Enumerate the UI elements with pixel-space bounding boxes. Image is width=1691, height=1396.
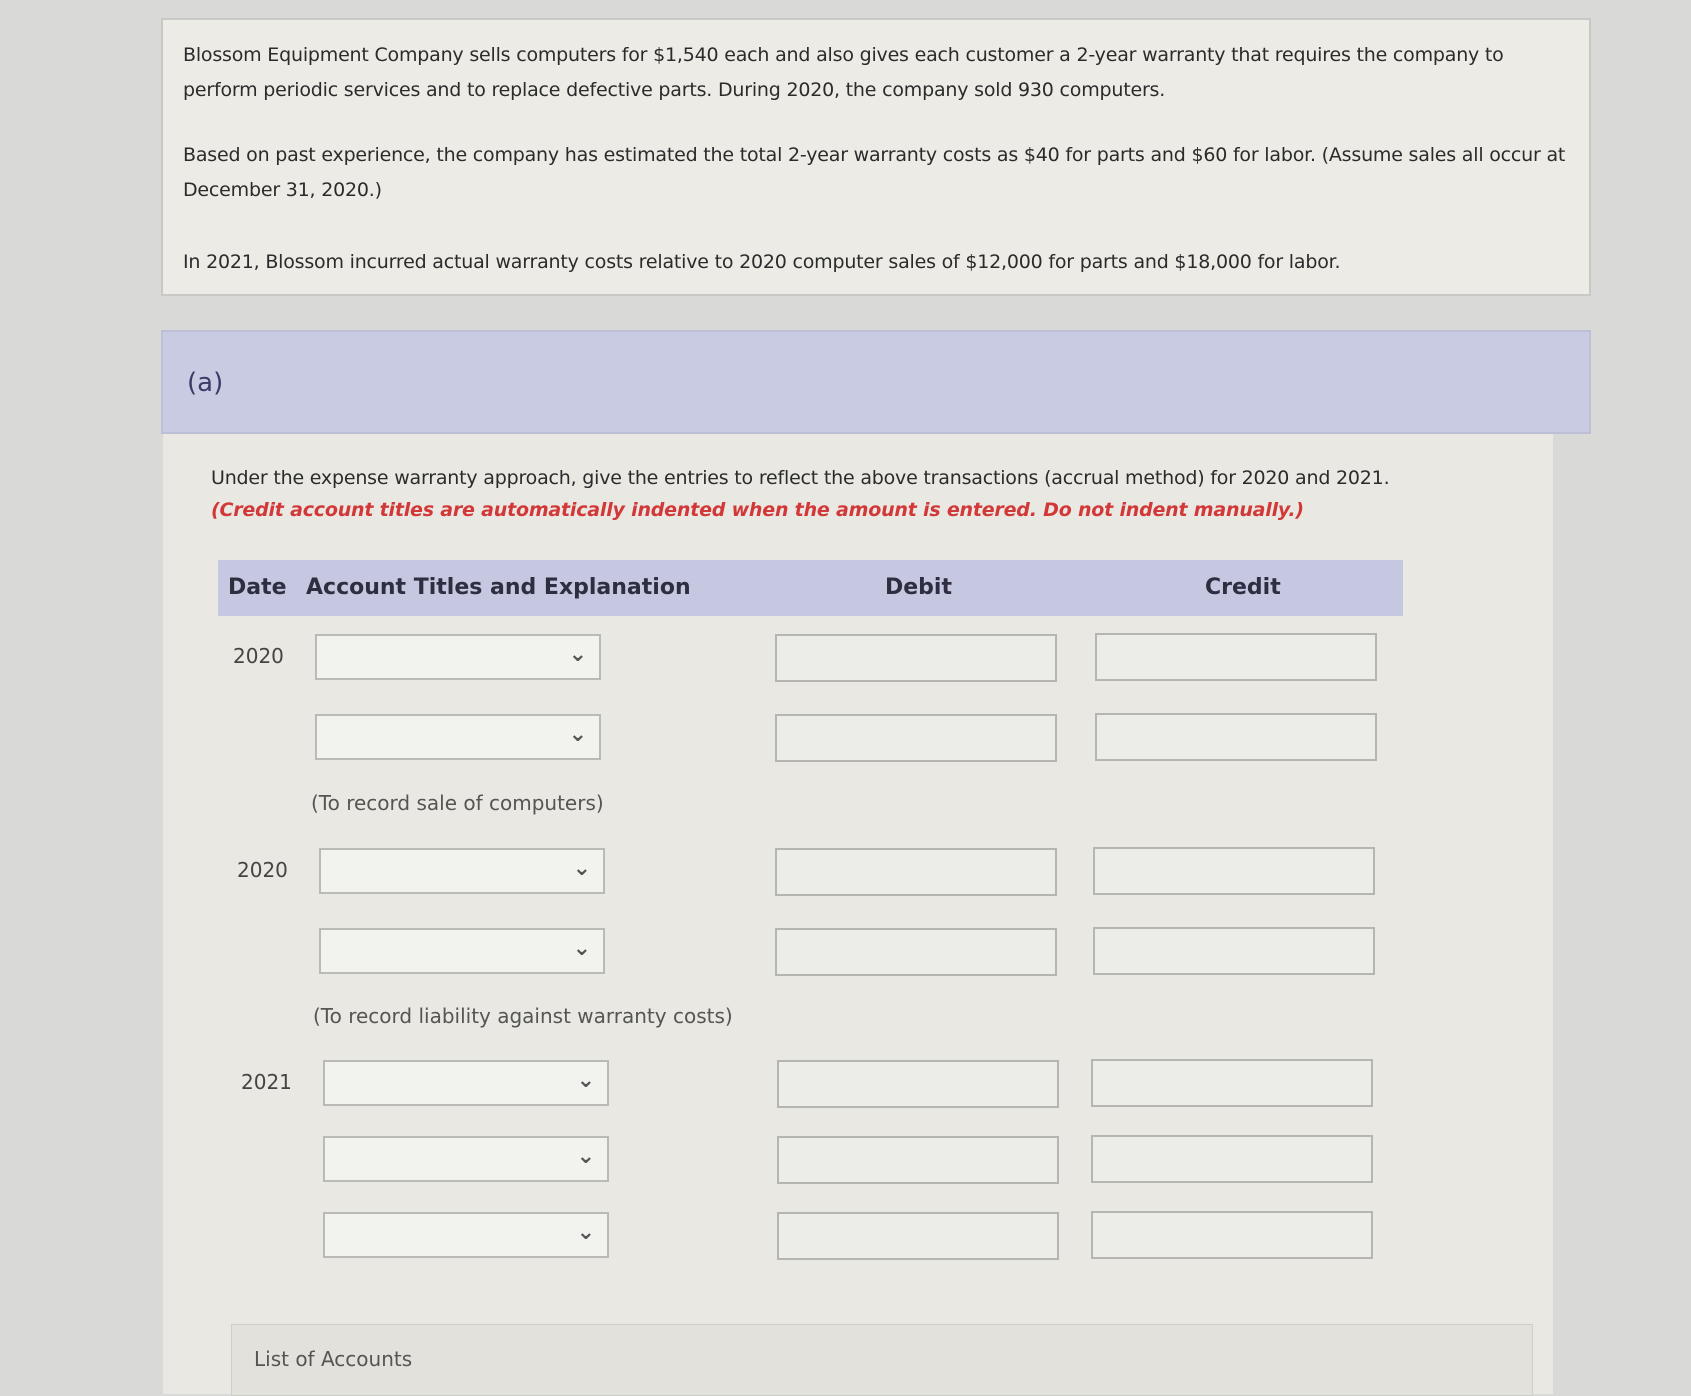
credit-input[interactable] — [1091, 1211, 1373, 1259]
part-body — [163, 434, 1553, 1394]
debit-input[interactable] — [775, 848, 1057, 896]
journal-table-header — [218, 560, 1403, 616]
debit-input[interactable] — [775, 928, 1057, 976]
list-of-accounts-link[interactable] — [231, 1324, 1533, 1396]
chevron-down-icon: ⌄ — [568, 722, 587, 747]
problem-paragraph-2: Based on past experience, the company has estimated the total 2-year warranty costs as $40 for parts and $60 for labor. (Assume sales all occur at December 31, 2020.) — [183, 144, 1566, 201]
entry-date-1: 2020 — [233, 644, 284, 668]
account-select[interactable] — [315, 634, 601, 680]
list-of-accounts-label: List of Accounts — [254, 1347, 413, 1371]
credit-header: Credit — [1205, 575, 1281, 600]
chevron-down-icon: ⌄ — [568, 642, 587, 667]
credit-input[interactable] — [1091, 1135, 1373, 1183]
debit-header: Debit — [885, 575, 952, 600]
chevron-down-icon: ⌄ — [572, 936, 591, 961]
chevron-down-icon: ⌄ — [576, 1068, 595, 1093]
credit-input[interactable] — [1093, 847, 1375, 895]
part-header — [161, 330, 1591, 434]
problem-paragraph-3: In 2021, Blossom incurred actual warranty costs relative to 2020 computer sales of $12,000 for parts and $18,000 for labor. — [183, 251, 1341, 273]
credit-input[interactable] — [1091, 1059, 1373, 1107]
account-select[interactable] — [319, 928, 605, 974]
debit-input[interactable] — [777, 1136, 1059, 1184]
problem-paragraph-1: Blossom Equipment Company sells computers for $1,540 each and also gives each customer a 2-year warranty that requires the company to perform periodic services and to replace defective parts. During 2020, the company sold 930 computers. — [183, 44, 1504, 101]
entry-explanation-2: (To record liability against warranty costs) — [313, 1004, 733, 1028]
debit-input[interactable] — [777, 1212, 1059, 1260]
debit-input[interactable] — [775, 714, 1057, 762]
chevron-down-icon: ⌄ — [576, 1220, 595, 1245]
entry-date-2: 2020 — [237, 858, 288, 882]
problem-statement — [161, 18, 1591, 296]
account-header: Account Titles and Explanation — [306, 575, 691, 600]
account-select[interactable] — [323, 1060, 609, 1106]
part-label: (a) — [187, 368, 224, 398]
credit-input[interactable] — [1093, 927, 1375, 975]
credit-input[interactable] — [1095, 633, 1377, 681]
instructions — [211, 462, 1541, 526]
indent-note: (Credit account titles are automatically indented when the amount is entered. Do not indent manually.) — [211, 499, 1304, 521]
entry-date-3: 2021 — [241, 1070, 292, 1094]
credit-input[interactable] — [1095, 713, 1377, 761]
debit-input[interactable] — [777, 1060, 1059, 1108]
debit-input[interactable] — [775, 634, 1057, 682]
account-select[interactable] — [319, 848, 605, 894]
date-header: Date — [228, 575, 287, 600]
chevron-down-icon: ⌄ — [576, 1144, 595, 1169]
account-select[interactable] — [315, 714, 601, 760]
entry-explanation-1: (To record sale of computers) — [311, 791, 604, 815]
account-select[interactable] — [323, 1212, 609, 1258]
account-select[interactable] — [323, 1136, 609, 1182]
chevron-down-icon: ⌄ — [572, 856, 591, 881]
instructions-text: Under the expense warranty approach, give the entries to reflect the above transactions (accrual method) for 2020 and 2021. — [211, 467, 1390, 489]
